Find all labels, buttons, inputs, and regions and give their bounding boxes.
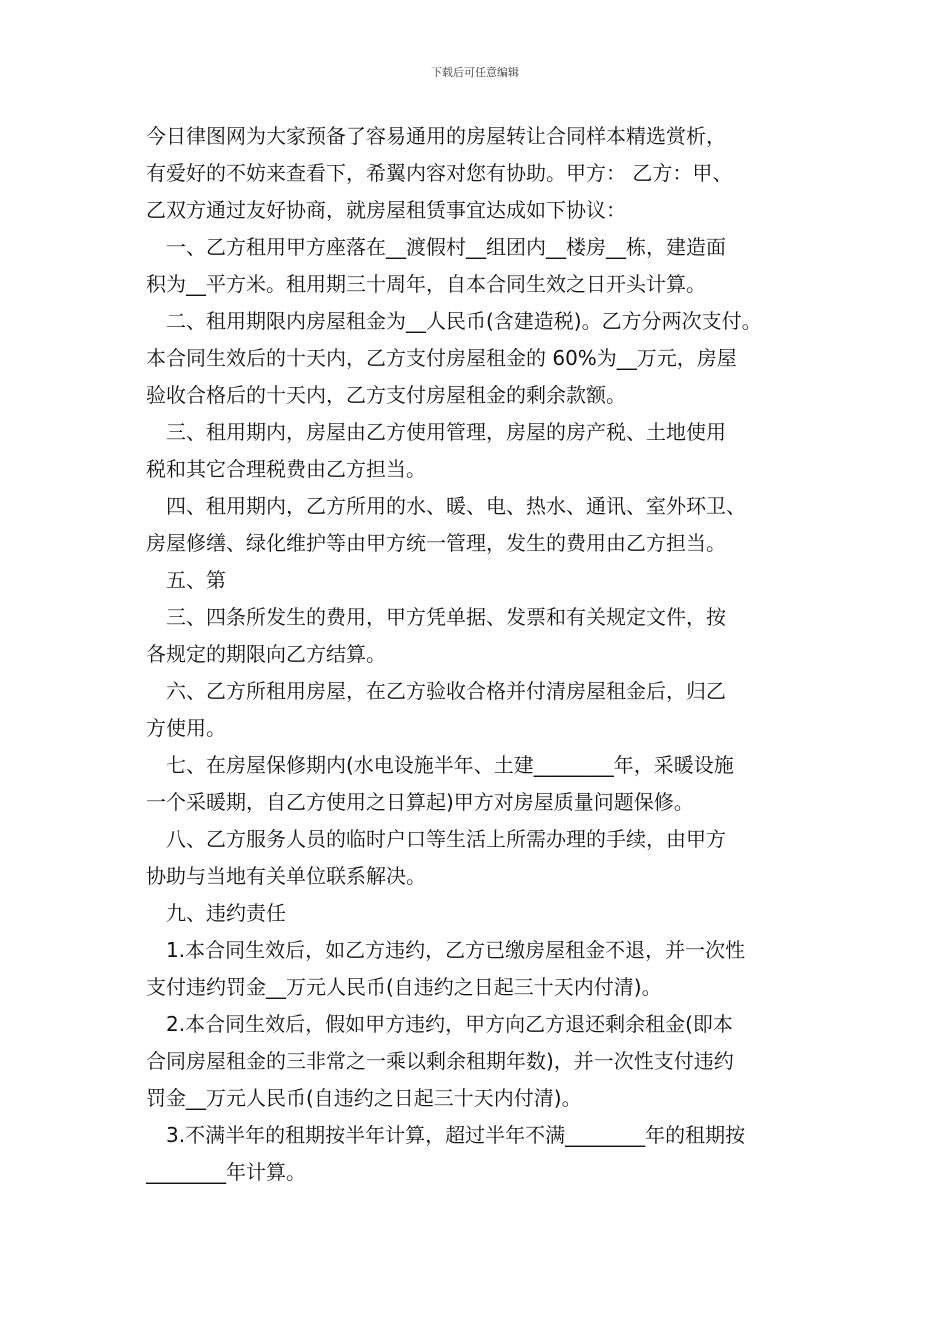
- text-line: 三、租用期内，房屋由乙方使用管理，房屋的房产税、土地使用: [146, 420, 726, 444]
- text-line: 五、第: [146, 568, 226, 592]
- text-line: 方使用。: [146, 716, 226, 740]
- text-line: 乙双方通过友好协商，就房屋租赁事宜达成如下协议：: [146, 198, 626, 222]
- text-line: 2.本合同生效后，假如甲方违约，甲方向乙方退还剩余租金(即本: [146, 1012, 733, 1036]
- text-line: 八、乙方服务人员的临时户口等生活上所需办理的手续，由甲方: [146, 827, 726, 851]
- text-line: 有爱好的不妨来查看下，希翼内容对您有协助。甲方： 乙方：甲、: [146, 161, 733, 185]
- text-line: 验收合格后的十天内，乙方支付房屋租金的剩余款额。: [146, 383, 626, 407]
- text-line: 税和其它合理税费由乙方担当。: [146, 457, 426, 481]
- text-line: 积为__平方米。租用期三十周年，自本合同生效之日开头计算。: [146, 272, 706, 296]
- document-body: [146, 118, 836, 1191]
- page-header: 下载后可任意编辑: [431, 66, 519, 79]
- text-line: ________年计算。: [146, 1160, 306, 1184]
- text-line: 四、租用期内，乙方所用的水、暖、电、热水、通讯、室外环卫、: [146, 494, 746, 518]
- text-line: 一、乙方租用甲方座落在__渡假村__组团内__楼房__栋，建造面: [146, 235, 726, 259]
- text-line: 3.不满半年的租期按半年计算，超过半年不满________年的租期按: [146, 1123, 746, 1147]
- text-line: 今日律图网为大家预备了容易通用的房屋转让合同样本精选赏析，: [146, 124, 726, 148]
- text-line: 罚金__万元人民币(自违约之日起三十天内付清)。: [146, 1086, 582, 1110]
- text-line: 一个采暖期，自乙方使用之日算起)甲方对房屋质量问题保修。: [146, 790, 694, 814]
- text-line: 房屋修缮、绿化维护等由甲方统一管理，发生的费用由乙方担当。: [146, 531, 726, 555]
- text-line: 合同房屋租金的三非常之一乘以剩余租期年数)，并一次性支付违约: [146, 1049, 734, 1073]
- text-line: 1.本合同生效后，如乙方违约，乙方已缴房屋租金不退，并一次性: [146, 938, 746, 962]
- text-line: 本合同生效后的十天内，乙方支付房屋租金的 60%为__万元，房屋: [146, 346, 737, 370]
- text-line: 协助与当地有关单位联系解决。: [146, 864, 426, 888]
- text-line: 九、违约责任: [146, 901, 286, 925]
- text-line: 支付违约罚金__万元人民币(自违约之日起三十天内付清)。: [146, 975, 662, 999]
- text-line: 三、四条所发生的费用，甲方凭单据、发票和有关规定文件，按: [146, 605, 726, 629]
- text-line: 各规定的期限向乙方结算。: [146, 642, 386, 666]
- text-line: 七、在房屋保修期内(水电设施半年、土建________年，采暖设施: [146, 753, 734, 777]
- text-line: 二、租用期限内房屋租金为__人民币(含建造税)。乙方分两次支付。: [146, 309, 762, 333]
- text-line: 六、乙方所租用房屋，在乙方验收合格并付清房屋租金后，归乙: [146, 679, 726, 703]
